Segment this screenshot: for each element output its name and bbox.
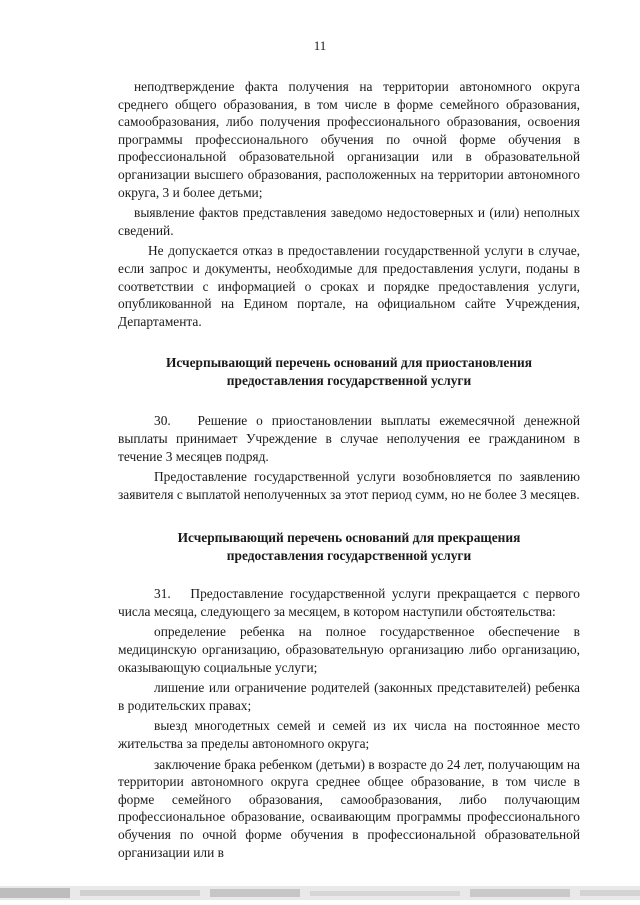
clause-30: 30. Решение о приостановлении выплаты ежемесячной денежной выплаты принимает Учреждение в случае неполучения ее гражданином в течение 3 месяцев подряд. xyxy=(118,413,580,464)
heading-line: предоставления государственной услуги xyxy=(226,548,472,564)
body-paragraph: Предоставление государственной услуги возобновляется по заявлению заявителя с выплатой неполученных за этот период сумм, но не более 3 месяцев. xyxy=(118,469,580,502)
document-body xyxy=(118,78,580,861)
heading-line: предоставления государственной услуги xyxy=(226,373,472,389)
body-paragraph: заключение брака ребенком (детьми) в возрасте до 24 лет, получающим на территории автономного округа среднее общее образование, в том числе в форме семейного образования, самообразования, либо получающим профессиональное образование, осваивающим программы профессионального обучения по очной форме обучения в профессиональной образовательной организации или в xyxy=(118,756,580,860)
section-heading-suspension xyxy=(118,354,580,390)
heading-line: Исчерпывающий перечень оснований для приостановления xyxy=(165,355,533,371)
body-paragraph: неподтверждение факта получения на территории автономного округа среднего общего образования, в том числе в форме семейного образования, самообразования, либо получения профессионального образования, освоения программы профессионального обучения по очной форме обучения в профессиональной образовательной организации или в образовательной организации высшего образования, расположенных на территории автономного округа, 3 и более детьми; xyxy=(118,79,580,200)
body-paragraph: Не допускается отказ в предоставлении государственной услуги в случае, если запрос и документы, необходимые для предоставления услуги, поданы в соответствии с информацией о сроках и порядке предоставления услуги, опубликованной на Едином портале, на официальном сайте Учреждения, Департамента. xyxy=(118,243,580,329)
body-paragraph: выезд многодетных семей и семей из их числа на постоянное место жительства за пределы автономного округа; xyxy=(118,718,580,752)
scan-noise-strip xyxy=(0,874,640,905)
body-paragraph: определение ребенка на полное государственное обеспечение в медицинскую организацию, образовательную организацию либо организацию, оказывающую социальные услуги; xyxy=(118,624,580,675)
section-heading-termination xyxy=(118,529,580,565)
body-paragraph: выявление фактов представления заведомо недостоверных и (или) неполных сведений. xyxy=(118,205,580,238)
clause-31: 31. Предоставление государственной услуги прекращается с первого числа месяца, следующего за месяцем, в котором наступили обстоятельства: xyxy=(118,586,580,619)
page-number: 11 xyxy=(313,38,327,53)
heading-line: Исчерпывающий перечень оснований для прекращения xyxy=(177,530,521,546)
body-paragraph: лишение или ограничение родителей (законных представителей) ребенка в родительских правах; xyxy=(118,680,580,713)
